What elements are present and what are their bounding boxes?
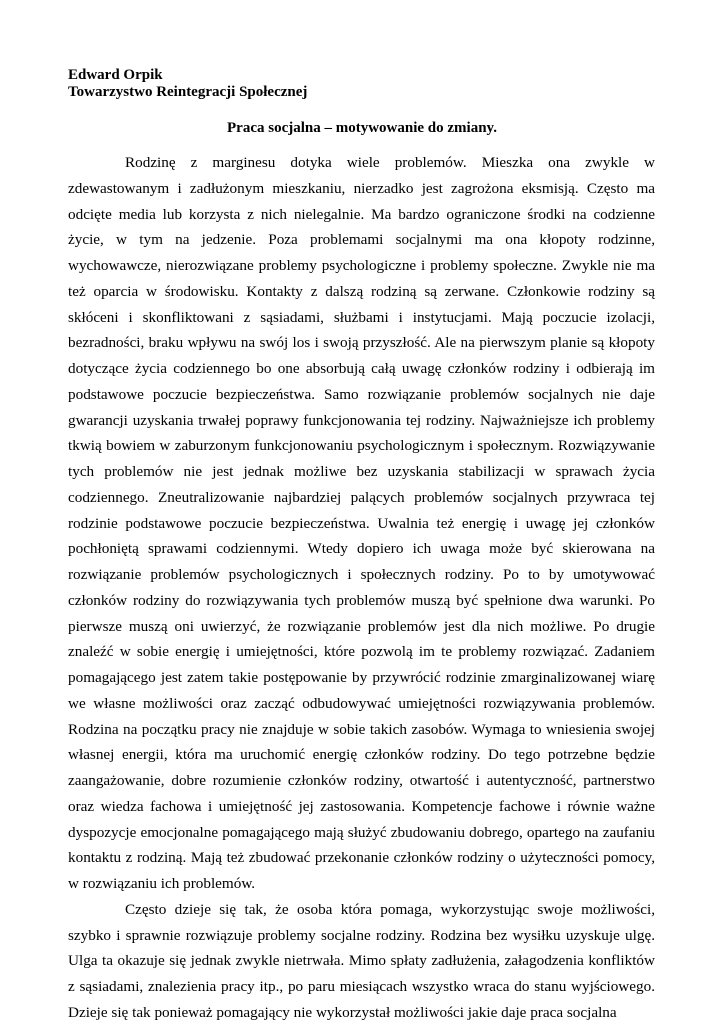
- body-paragraph: Rodzinę z marginesu dotyka wiele problemów. Mieszka ona zwykle w zdewastowanym i zadłużonym mieszkaniu, nierzadko jest zagrożona eksmisją. Często ma odcięte media lub korzysta z nich nielegalnie. Ma bardzo ograniczone środki na codzienne życie, w tym na jedzenie. Poza problemami socjalnymi ma ona kłopoty rodzinne, wychowawcze, nierozwiązane problemy psychologiczne i problemy społeczne. Zwykle nie ma też oparcia w środowisku. Kontakty z dalszą rodziną są zerwane. Członkowie rodziny są skłóceni i skonfliktowani z sąsiadami, służbami i instytucjami. Mają poczucie izolacji, bezradności, braku wpływu na swój los i swoją przyszłość. Ale na pierwszym planie są kłopoty dotyczące życia codziennego bo one absorbują całą uwagę członków rodziny i odbierają im podstawowe poczucie bezpieczeństwa. Samo rozwiązanie problemów socjalnych nie daje gwarancji uzyskania trwałej poprawy funkcjonowania tej rodziny. Najważniejsze ich problemy tkwią bowiem w zaburzonym funkcjonowaniu psychologicznym i społecznym. Rozwiązywanie tych problemów nie jest jednak możliwe bez uzyskania stabilizacji w sprawach życia codziennego. Zneutralizowanie najbardziej palących problemów socjalnych przywraca tej rodzinie podstawowe poczucie bezpieczeństwa. Uwalnia też energię i uwagę jej członków pochłoniętą sprawami codziennymi. Wtedy dopiero ich uwaga może być skierowana na rozwiązanie problemów psychologicznych i społecznych rodziny. Po to by umotywować członków rodziny do rozwiązywania tych problemów muszą być spełnione dwa warunki. Po pierwsze muszą oni uwierzyć, że rozwiązanie problemów jest dla nich możliwe. Po drugie znaleźć w sobie energię i umiejętności, które pozwolą im te problemy rozwiązać. Zadaniem pomagającego jest zatem takie postępowanie by przywrócić rodzinie zmarginalizowanej wiarę we własne możliwości oraz zacząć odbudowywać umiejętności rozwiązywania problemów. Rodzina na początku pracy nie znajduje w sobie takich zasobów. Wymaga to wniesienia swojej własnej energii, która ma uruchomić energię członków rodziny. Do tego potrzebne będzie zaangażowanie, dobre rozumienie członków rodziny, otwartość i autentyczność, partnerstwo oraz wiedza fachowa i umiejętność jej zastosowania. Kompetencje fachowe i równie ważne dyspozycje emocjonalne pomagającego mają służyć zbudowaniu dobrego, opartego na zaufaniu kontaktu z rodziną. Mają też zbudować przekonanie członków rodziny o użyteczności pomocy, w rozwiązaniu ich problemów.: [68, 154, 655, 892]
- document-title: Praca socjalna – motywowanie do zmiany.: [227, 120, 497, 136]
- body-paragraph: Często dzieje się tak, że osoba która pomaga, wykorzystując swoje możliwości, szybko i sprawnie rozwiązuje problemy socjalne rodziny. Rodzina bez wysiłku uzyskuje ulgę. Ulga ta okazuje się jednak zwykle nietrwała. Mimo spłaty zadłużenia, załagodzenia konfliktów z sąsiadami, znalezienia pracy itp., po paru miesiącach wszystko wraca do stanu wyjściowego. Dzieje się tak ponieważ pomagający nie wykorzystał możliwości jakie daje praca socjalna: [68, 900, 655, 1021]
- document-body: [68, 150, 655, 1024]
- author-organization: Towarzystwo Reintegracji Społecznej: [68, 84, 308, 100]
- author-name: Edward Orpik: [68, 67, 163, 83]
- author-block: [68, 67, 668, 101]
